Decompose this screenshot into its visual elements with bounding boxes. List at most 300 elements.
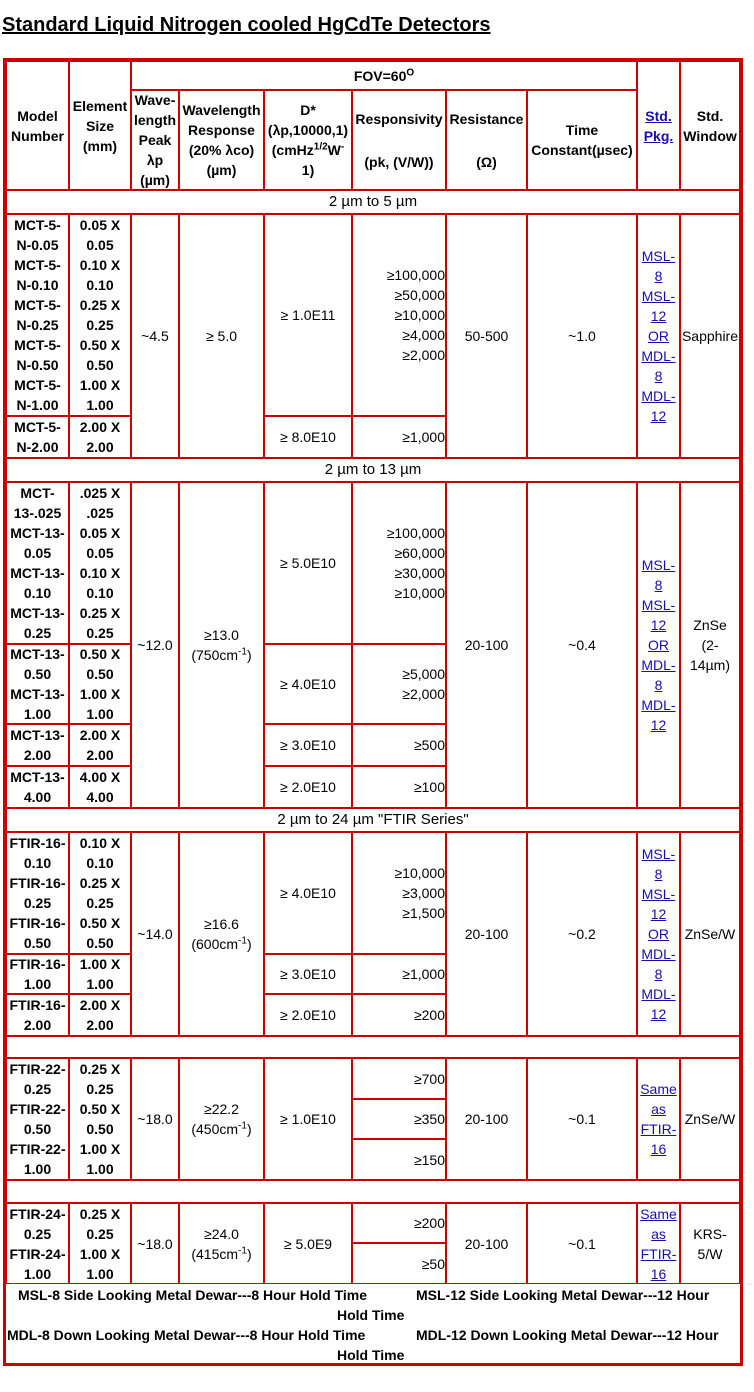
responsivity-text: ≥2,000 <box>402 347 445 363</box>
dstar-cell <box>264 994 352 1036</box>
header-text: Size <box>85 117 114 134</box>
size-text: 0.50 X <box>79 337 121 353</box>
responsivity-text: ≥60,000 <box>394 545 445 561</box>
page-title: Standard Liquid Nitrogen cooled HgCdTe Detectors <box>2 14 491 36</box>
time-text: ~0.2 <box>568 926 596 942</box>
size-text: 0.10 X <box>79 835 121 851</box>
dstar-cell <box>264 482 352 644</box>
window-text: ZnSe <box>693 617 727 633</box>
col-header-std-window <box>680 61 740 190</box>
pkg-link[interactable]: 8 <box>654 368 663 384</box>
model-text: N-0.10 <box>16 277 59 293</box>
header-text: (mm) <box>82 137 118 154</box>
size-text: 0.50 X <box>79 915 121 931</box>
size-text: 0.05 <box>86 237 114 253</box>
response-text: (450cm <box>191 1121 239 1137</box>
model-text: 0.50 <box>23 1121 52 1137</box>
model-text: MCT-13- <box>10 525 65 541</box>
pkg-link[interactable]: 12 <box>650 1006 667 1022</box>
header-text: Window <box>683 127 737 144</box>
size-cell <box>69 214 131 416</box>
dstar-text: ≥ 1.0E11 <box>280 307 336 323</box>
responsivity-text: ≥350 <box>413 1111 445 1127</box>
model-text: FTIR-16- <box>9 875 66 891</box>
resistance-text: 50-500 <box>464 328 509 344</box>
model-text: MCT-13- <box>10 646 65 662</box>
response-cell <box>179 1203 264 1284</box>
time-constant-cell <box>527 1203 637 1284</box>
size-cell <box>69 1058 131 1180</box>
dstar-cell <box>264 1203 352 1284</box>
response-text: ≥16.6 <box>204 916 239 932</box>
dstar-cell <box>264 416 352 458</box>
size-text: 0.05 <box>86 545 114 561</box>
header-text: 1 <box>301 162 310 178</box>
model-cell <box>6 1058 69 1180</box>
size-text: 2.00 X <box>79 419 121 435</box>
response-cell <box>179 1058 264 1180</box>
window-text: 5/W <box>697 1245 723 1262</box>
dstar-cell <box>264 214 352 416</box>
std-pkg-cell <box>637 832 680 1036</box>
response-sup: -1 <box>238 935 247 947</box>
size-text: 0.25 X <box>79 297 121 313</box>
responsivity-text: ≥500 <box>413 737 445 753</box>
size-text: 0.25 X <box>79 1205 121 1222</box>
size-text: 2.00 X <box>79 727 121 743</box>
model-cell <box>6 766 69 808</box>
responsivity-cell <box>352 214 446 416</box>
response-sup: -1 <box>238 1120 247 1132</box>
section-text: 2 µm to 13 µm <box>324 461 422 478</box>
size-text: 0.50 <box>86 935 114 951</box>
responsivity-text: ≥200 <box>413 1007 445 1023</box>
responsivity-text: ≥10,000 <box>394 865 445 881</box>
header-text: Response <box>188 122 255 138</box>
footnote-msl-12: MSL-12 Side Looking Metal Dewar---12 Hour <box>416 1287 710 1303</box>
pkg-link[interactable]: Same <box>640 1081 677 1097</box>
size-cell <box>69 994 131 1036</box>
header-text: W <box>327 142 341 158</box>
responsivity-text: ≥1,000 <box>402 966 445 982</box>
header-text: Constant(µsec) <box>531 142 633 158</box>
model-text: FTIR-16- <box>9 835 66 851</box>
model-text: 0.25 <box>23 895 52 911</box>
size-text: 1.00 X <box>79 686 121 702</box>
resistance-cell <box>446 214 527 458</box>
responsivity-text: ≥100 <box>413 779 445 795</box>
resistance-cell <box>446 1203 527 1284</box>
header-text: Resistance <box>449 110 524 127</box>
fov-header <box>131 61 637 90</box>
window-text: ZnSe/W <box>684 1111 736 1127</box>
size-text: 4.00 <box>86 789 114 805</box>
responsivity-text: ≥4,000 <box>402 327 445 343</box>
peak-cell <box>131 832 179 1036</box>
dstar-text: ≥ 3.0E10 <box>280 966 336 982</box>
fov-degree: O <box>406 66 415 78</box>
response-text: ≥22.2 <box>204 1101 239 1117</box>
model-text: N-1.00 <box>16 397 59 413</box>
dstar-text: ≥ 2.0E10 <box>280 779 336 795</box>
peak-cell <box>131 214 179 458</box>
std-pkg-cell <box>637 1058 680 1180</box>
resistance-text: 20-100 <box>464 926 509 942</box>
responsivity-cell <box>352 766 446 808</box>
col-header-response <box>179 90 264 190</box>
time-text: ~0.1 <box>568 1111 596 1127</box>
model-cell <box>6 724 69 766</box>
responsivity-text: ≥50 <box>421 1255 445 1272</box>
pkg-link[interactable]: OR <box>648 328 669 344</box>
fov-text: FOV=60 <box>353 67 407 84</box>
model-text: N-2.00 <box>16 439 59 455</box>
header-text: λp <box>146 152 164 168</box>
model-text: MCT-5- <box>14 217 61 233</box>
col-header-element-size <box>69 61 131 190</box>
pkg-link[interactable]: MSL- <box>641 557 676 573</box>
section-text: 2 µm to 5 µm <box>328 193 418 210</box>
model-text: 0.25 <box>23 1081 52 1097</box>
pkg-link[interactable]: MDL- <box>641 986 676 1002</box>
pkg-link[interactable]: OR <box>648 637 669 653</box>
section-heading-ftir-series <box>6 808 740 832</box>
size-cell <box>69 766 131 808</box>
header-text: length <box>134 112 176 128</box>
std-pkg-cell <box>637 214 680 458</box>
model-text: 0.25 <box>23 1225 52 1242</box>
resistance-cell <box>446 832 527 1036</box>
dstar-cell <box>264 724 352 766</box>
dstar-text: ≥ 3.0E10 <box>280 737 336 753</box>
response-text: ) <box>246 1245 252 1262</box>
responsivity-text: ≥10,000 <box>394 307 445 323</box>
size-text: 1.00 X <box>79 1141 121 1157</box>
size-text: 0.05 X <box>79 217 121 233</box>
pkg-link[interactable]: MSL- <box>641 288 676 304</box>
size-text: 0.10 <box>86 277 114 293</box>
size-text: 0.10 <box>86 855 114 871</box>
responsivity-text: ≥5,000 <box>402 666 445 682</box>
model-text: FTIR-22- <box>9 1141 66 1157</box>
window-text: 14µm) <box>690 657 730 673</box>
model-text: MCT-5- <box>14 297 61 313</box>
header-text: Peak <box>138 132 172 148</box>
model-text: 0.50 <box>23 935 52 951</box>
section-heading-2-5um <box>6 190 740 214</box>
dstar-text: ≥ 5.0E9 <box>283 1235 333 1252</box>
pkg-link[interactable]: 8 <box>654 577 663 593</box>
responsivity-cell <box>352 482 446 644</box>
pkg-link[interactable]: 8 <box>654 677 663 693</box>
model-text: 1.00 <box>23 706 52 722</box>
pkg-link[interactable]: 12 <box>650 408 667 424</box>
peak-text: ~18.0 <box>137 1235 173 1252</box>
response-text: (415cm <box>191 1245 239 1262</box>
size-text: 0.25 X <box>79 605 121 621</box>
responsivity-cell <box>352 644 446 724</box>
size-text: 1.00 <box>86 976 114 992</box>
peak-cell <box>131 482 179 808</box>
responsivity-text: ≥3,000 <box>402 885 445 901</box>
size-cell <box>69 954 131 994</box>
responsivity-cell <box>352 724 446 766</box>
size-text: .025 X <box>79 485 121 501</box>
time-constant-cell <box>527 482 637 808</box>
peak-text: ~14.0 <box>137 926 173 942</box>
size-text: 4.00 X <box>79 769 121 785</box>
std-window-cell <box>680 1203 740 1284</box>
footnote-msl-12-tail: Hold Time <box>337 1307 405 1323</box>
model-text: 0.10 <box>23 855 52 871</box>
size-text: 2.00 X <box>79 997 121 1013</box>
pkg-link[interactable]: 12 <box>650 906 667 922</box>
responsivity-text: ≥200 <box>413 1215 445 1231</box>
header-text: Wave- <box>134 92 176 108</box>
size-text: 0.10 X <box>79 565 121 581</box>
response-cell <box>179 214 264 458</box>
size-text: 0.50 X <box>79 1101 121 1117</box>
responsivity-text: ≥30,000 <box>394 565 445 581</box>
pkg-link[interactable]: 12 <box>650 717 667 733</box>
response-text: (600cm <box>191 936 239 952</box>
peak-text: ~18.0 <box>137 1111 173 1127</box>
model-text: 0.50 <box>23 666 52 682</box>
pkg-link[interactable]: MDL- <box>641 388 676 404</box>
peak-text: ~12.0 <box>137 637 173 653</box>
pkg-link[interactable]: FTIR- <box>640 1121 677 1137</box>
pkg-link[interactable]: MSL- <box>641 886 676 902</box>
header-sup: - <box>340 141 345 153</box>
window-text: ZnSe/W <box>684 926 736 942</box>
responsivity-text: ≥1,000 <box>402 429 445 445</box>
size-text: 0.25 <box>86 625 114 641</box>
peak-cell <box>131 1203 179 1284</box>
response-sup: -1 <box>238 646 247 658</box>
col-header-peak <box>131 90 179 190</box>
header-text: Time <box>565 122 599 138</box>
time-text: ~1.0 <box>568 328 596 344</box>
model-cell <box>6 954 69 994</box>
resistance-cell <box>446 1058 527 1180</box>
model-text: 13-.025 <box>13 505 62 521</box>
model-text: MCT-5- <box>14 337 61 353</box>
pkg-link[interactable]: FTIR- <box>640 1245 677 1262</box>
peak-cell <box>131 1058 179 1180</box>
responsivity-text: ≥2,000 <box>402 686 445 702</box>
response-text: ) <box>246 936 252 952</box>
model-cell <box>6 482 69 644</box>
model-text: N-0.50 <box>16 357 59 373</box>
size-text: 2.00 <box>86 1017 114 1033</box>
model-cell <box>6 832 69 954</box>
resistance-text: 20-100 <box>464 1235 509 1252</box>
pkg-link[interactable]: as <box>651 1101 666 1117</box>
response-text: ) <box>246 647 252 663</box>
header-text: Std. <box>696 107 724 124</box>
size-text: .025 <box>86 505 114 521</box>
responsivity-cell <box>352 1099 446 1139</box>
dstar-text: ≥ 8.0E10 <box>280 429 336 445</box>
size-text: 1.00 <box>86 1161 114 1177</box>
model-text: MCT-13- <box>10 686 65 702</box>
size-text: 0.25 <box>86 895 114 911</box>
size-text: 1.00 X <box>79 377 121 393</box>
responsivity-text: ≥100,000 <box>386 525 445 541</box>
response-text: ≥13.0 <box>204 627 239 643</box>
size-text: 0.25 <box>86 317 114 333</box>
pkg-link[interactable]: OR <box>648 926 669 942</box>
dstar-text: ≥ 5.0E10 <box>280 555 336 571</box>
response-text: (750cm <box>191 647 239 663</box>
size-text: 0.50 <box>86 357 114 373</box>
responsivity-text: ≥100,000 <box>386 267 445 283</box>
footnote-mdl-8: MDL-8 Down Looking Metal Dewar---8 Hour Hold Time <box>7 1327 366 1343</box>
size-text: 0.25 X <box>79 875 121 891</box>
pkg-link[interactable]: MDL- <box>641 697 676 713</box>
model-text: 0.05 <box>23 545 52 561</box>
model-text: FTIR-24- <box>9 1245 66 1262</box>
pkg-link[interactable]: 12 <box>650 308 667 324</box>
pkg-link[interactable]: MSL- <box>641 597 676 613</box>
size-cell <box>69 1203 131 1284</box>
responsivity-cell <box>352 1203 446 1243</box>
window-text: Sapphire <box>681 328 739 344</box>
model-cell <box>6 994 69 1036</box>
size-text: 1.00 <box>86 1265 114 1282</box>
model-text: 4.00 <box>23 789 52 805</box>
std-pkg-cell <box>637 482 680 808</box>
std-pkg-cell <box>637 1203 680 1284</box>
responsivity-text: ≥10,000 <box>394 585 445 601</box>
dstar-text: ≥ 1.0E10 <box>280 1111 336 1127</box>
model-text: FTIR-22- <box>9 1061 66 1077</box>
pkg-link[interactable]: 8 <box>654 268 663 284</box>
pkg-link[interactable]: as <box>651 1225 666 1242</box>
model-text: FTIR-16- <box>9 915 66 931</box>
size-text: 0.10 <box>86 585 114 601</box>
model-text: 1.00 <box>23 1161 52 1177</box>
size-text: 2.00 <box>86 439 114 455</box>
pkg-link[interactable]: MDL- <box>641 348 676 364</box>
pkg-link[interactable]: 12 <box>650 617 667 633</box>
footnote-mdl-12-tail: Hold Time <box>337 1347 405 1363</box>
model-text: FTIR-24- <box>9 1205 66 1222</box>
model-text: 1.00 <box>23 976 52 992</box>
header-text: Wavelength <box>182 102 261 118</box>
model-text: MCT-13- <box>10 565 65 581</box>
pkg-link[interactable]: MSL- <box>641 248 676 264</box>
window-text: (2- <box>701 637 719 653</box>
model-text: N-0.05 <box>16 237 59 253</box>
section-text: 2 µm to 24 µm "FTIR Series" <box>277 811 469 828</box>
std-pkg-link[interactable]: Std. <box>645 107 672 124</box>
model-text: MCT- <box>20 485 55 501</box>
dstar-cell <box>264 832 352 954</box>
header-text: (20% λco) <box>188 142 255 158</box>
model-text: 0.10 <box>23 585 52 601</box>
size-text: 2.00 <box>86 747 114 763</box>
time-constant-cell <box>527 1058 637 1180</box>
size-text: 0.50 <box>86 666 114 682</box>
responsivity-cell <box>352 954 446 994</box>
pkg-link[interactable]: 8 <box>654 866 663 882</box>
responsivity-text: ≥700 <box>413 1070 445 1087</box>
model-text: 0.25 <box>23 625 52 641</box>
std-window-cell <box>680 482 740 808</box>
pkg-link[interactable]: MDL- <box>641 946 676 962</box>
responsivity-cell <box>352 416 446 458</box>
model-text: FTIR-16- <box>9 997 66 1013</box>
pkg-link[interactable]: Same <box>640 1205 677 1222</box>
responsivity-text: ≥50,000 <box>394 287 445 303</box>
model-text: MCT-5- <box>14 419 61 435</box>
col-header-responsivity <box>352 90 446 190</box>
pkg-link[interactable]: 16 <box>650 1265 667 1282</box>
responsivity-text: ≥150 <box>413 1151 445 1168</box>
col-header-std-pkg <box>637 61 680 190</box>
section-spacer <box>6 1180 740 1203</box>
responsivity-text: ≥1,500 <box>402 905 445 921</box>
col-header-model <box>6 61 69 190</box>
dstar-cell <box>264 1058 352 1180</box>
dstar-text: ≥ 2.0E10 <box>280 1007 336 1023</box>
response-text: ) <box>246 1121 252 1137</box>
responsivity-cell <box>352 1243 446 1284</box>
header-text: Number <box>11 127 64 144</box>
model-text: FTIR-22- <box>9 1101 66 1117</box>
model-text: FTIR-16- <box>9 956 66 972</box>
model-text: 2.00 <box>23 1017 52 1033</box>
responsivity-cell <box>352 994 446 1036</box>
size-cell <box>69 482 131 644</box>
model-text: MCT-5- <box>14 377 61 393</box>
model-text: MCT-5- <box>14 257 61 273</box>
std-window-cell <box>680 1058 740 1180</box>
model-text: MCT-13- <box>10 769 65 785</box>
pkg-link[interactable]: MSL- <box>641 846 676 862</box>
std-window-cell <box>680 214 740 458</box>
header-text: Element <box>72 97 128 114</box>
footnote-msl-8: MSL-8 Side Looking Metal Dewar---8 Hour Hold Time <box>18 1287 367 1303</box>
response-cell <box>179 482 264 808</box>
pkg-link[interactable]: 16 <box>650 1141 667 1157</box>
std-pkg-link[interactable]: Pkg. <box>643 127 674 144</box>
header-text: (µm) <box>140 172 170 188</box>
time-constant-cell <box>527 832 637 1036</box>
pkg-link[interactable]: MDL- <box>641 657 676 673</box>
dstar-text: ≥ 4.0E10 <box>280 676 336 692</box>
header-text: (Ω) <box>476 153 497 170</box>
header-text: (pk, (V/W)) <box>364 153 434 170</box>
peak-text: ~4.5 <box>141 328 169 344</box>
size-text: 0.25 X <box>79 1061 121 1077</box>
header-text: (cmHz <box>271 142 314 158</box>
dstar-cell <box>264 644 352 724</box>
model-cell <box>6 214 69 416</box>
size-text: 0.25 <box>86 1225 114 1242</box>
time-text: ~0.4 <box>568 637 596 653</box>
response-sup: -1 <box>238 1244 247 1256</box>
pkg-link[interactable]: 8 <box>654 966 663 982</box>
model-text: MCT-13- <box>10 727 65 743</box>
size-text: 0.05 X <box>79 525 121 541</box>
size-cell <box>69 724 131 766</box>
size-text: 0.50 X <box>79 646 121 662</box>
header-text: (µm) <box>206 162 237 178</box>
model-cell <box>6 416 69 458</box>
header-text: Model <box>17 107 58 124</box>
